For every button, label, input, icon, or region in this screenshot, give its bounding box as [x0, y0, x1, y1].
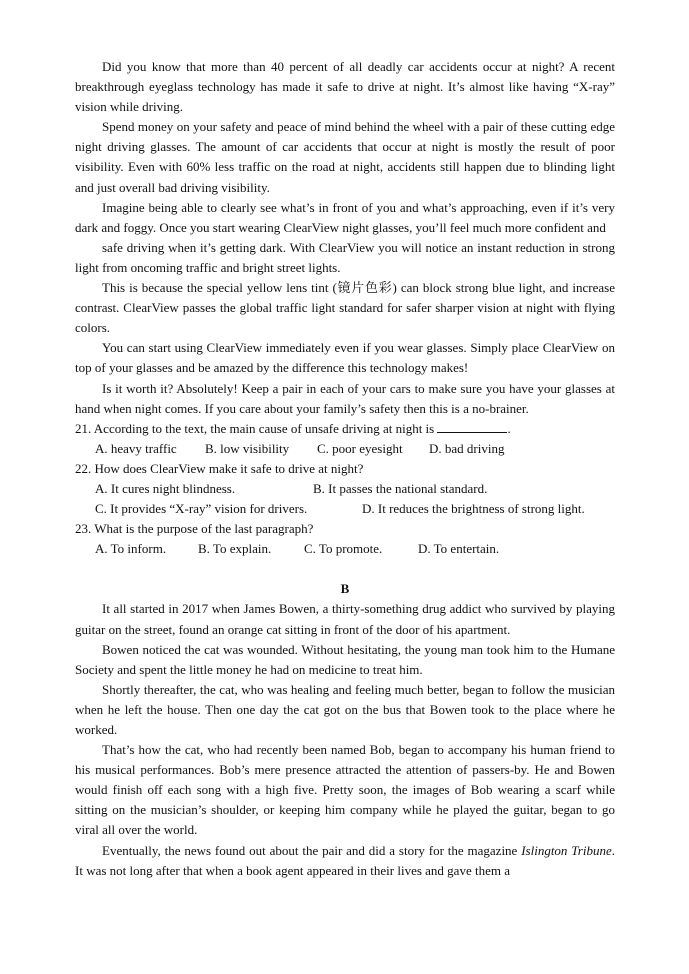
option-b: B. low visibility [205, 440, 290, 456]
option-c: C. To promote. [304, 541, 383, 557]
option-b: B. To explain. [198, 541, 272, 557]
question-23-stem: 23. What is the purpose of the last paragraph? [75, 521, 314, 537]
passage-b-paragraph-3: Shortly thereafter, the cat, who was healing and feeling much better, began to follow the musician when he left the house. Then one day the cat got on the bus that Bowen took to the place where he worked. [75, 681, 615, 737]
question-22-stem: 22. How does ClearView make it safe to drive at night? [75, 460, 364, 476]
passage-b-paragraph-4: That’s how the cat, who had recently been named Bob, began to accompany his human friend to his musical performances. Bob’s mere presence attracted the attention of passers-by. He and Bowen would finish off each song with a high five. Pretty soon, the images of Bob wearing a scarf while sitting on the musician’s shoulder, or keeping him company while he played the guitar, began to go viral all over the world. [75, 742, 615, 838]
magazine-title: Islington Tribune [521, 842, 612, 858]
option-c: C. poor eyesight [317, 440, 403, 456]
passage-a-paragraph-1: Did you know that more than 40 percent of all deadly car accidents occur at night? A recent breakthrough eyeglass technology has made it safe to drive at night. It’s almost like having “X-ray” vision while driving. [75, 59, 615, 115]
option-d: D. bad driving [429, 440, 505, 456]
document-body [75, 57, 615, 881]
question-21 [75, 419, 615, 439]
option-b: B. It passes the national standard. [313, 480, 488, 496]
passage-a-paragraph-3: Imagine being able to clearly see what’s in front of you and what’s approaching, even if it’s very dark and foggy. Once you start wearing ClearView night glasses, you’ll feel much more confident and [75, 199, 615, 235]
passage-a-paragraph-6: You can start using ClearView immediately even if you wear glasses. Simply place ClearView on top of your glasses and be amazed by the difference this technology makes! [75, 340, 615, 376]
passage-b-paragraph-2: Bowen noticed the cat was wounded. Without hesitating, the young man took him to the Humane Society and spent the little money he had on medicine to treat him. [75, 641, 615, 677]
question-21-options [75, 439, 615, 459]
option-a: A. heavy traffic [95, 440, 177, 456]
question-23-options [75, 539, 615, 559]
passage-a-paragraph-2: Spend money on your safety and peace of mind behind the wheel with a pair of these cutting edge night driving glasses. The amount of car accidents that occur at night is mostly the result of poor visibility. Even with 60% less traffic on the road at night, accidents still happen due to blinding light and just overall bad driving visibility. [75, 119, 615, 195]
section-b-heading: B [340, 581, 350, 597]
passage-a-paragraph-5: This is because the special yellow lens tint (镜片色彩) can block strong blue light, and increase contrast. ClearView passes the global traffic light standard for safer sharper vision at night with flying colors. [75, 280, 615, 336]
passage-a-paragraph-4: safe driving when it’s getting dark. With ClearView you will notice an instant reduction in strong light from oncoming traffic and bright street lights. [75, 239, 615, 275]
question-22-options-row-2 [75, 499, 615, 519]
passage-a-paragraph-7: Is it worth it? Absolutely! Keep a pair in each of your cars to make sure you have your glasses at hand when night comes. If you care about your family’s safety then this is a no-brainer. [75, 380, 615, 416]
option-c: C. It provides “X-ray” vision for drivers. [95, 501, 308, 517]
option-a: A. To inform. [95, 541, 167, 557]
option-d: D. It reduces the brightness of strong light. [362, 501, 585, 517]
paragraph-5-end: . It was not long after that when a book agent appeared in their lives and gave them a [75, 842, 615, 878]
option-a: A. It cures night blindness. [95, 480, 236, 496]
question-22-options-row-1 [75, 479, 615, 499]
passage-b-paragraph-1: It all started in 2017 when James Bowen, a thirty-something drug addict who survived by playing guitar on the street, found an orange cat sitting in front of the door of his apartment. [75, 601, 615, 637]
question-21-stem-end: . [507, 420, 511, 436]
paragraph-5-start: Eventually, the news found out about the pair and did a story for the magazine [102, 842, 522, 858]
answer-blank [437, 420, 507, 433]
question-21-stem: 21. According to the text, the main cause of unsafe driving at night is [75, 420, 438, 436]
passage-b-paragraph-5 [75, 841, 615, 881]
option-d: D. To entertain. [418, 541, 500, 557]
